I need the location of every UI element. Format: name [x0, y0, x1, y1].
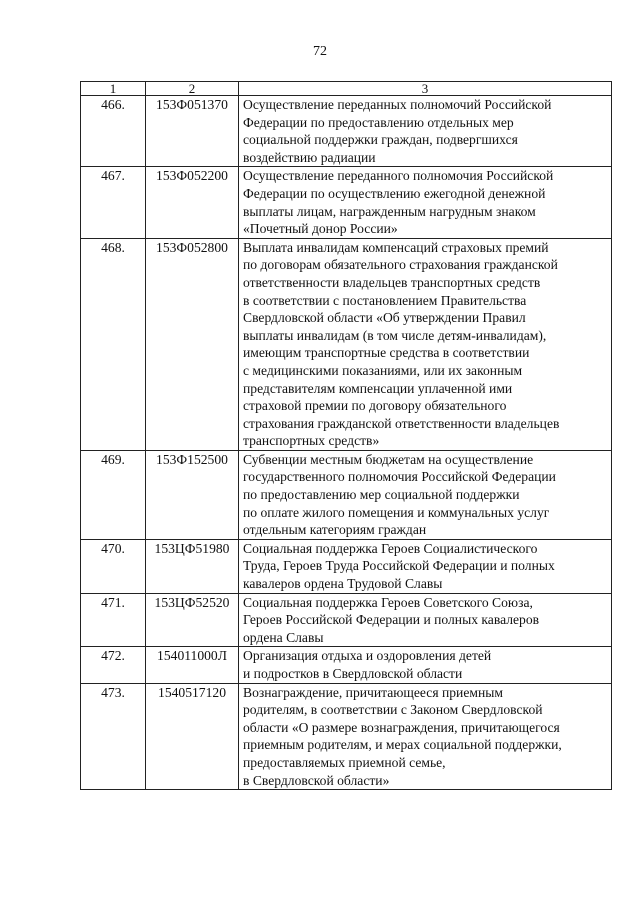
- code-description: [239, 683, 612, 790]
- budget-code: 153Ф051370: [146, 96, 239, 167]
- table-row: [81, 167, 612, 238]
- budget-code: 153ЦФ51980: [146, 539, 239, 593]
- description-line: по договорам обязательного страхования гражданской: [243, 257, 558, 273]
- header-row: [81, 82, 612, 96]
- row-number: 471.: [81, 593, 146, 647]
- description-line: в соответствии с постановлением Правительства: [243, 292, 527, 308]
- description-line: Организация отдыха и оздоровления детей: [243, 648, 492, 664]
- header-col-2: 2: [146, 82, 239, 96]
- description-line: страховой премии по договору обязательного: [243, 398, 507, 414]
- table-row: [81, 539, 612, 593]
- budget-code: 153Ф152500: [146, 450, 239, 539]
- description-line: Осуществление переданных полномочий Российской: [243, 97, 552, 112]
- description-line: Социальная поддержка Героев Советского Союза,: [243, 594, 533, 610]
- budget-code: 153Ф052800: [146, 238, 239, 450]
- description-line: ордена Славы: [243, 629, 324, 645]
- budget-code: 153Ф052200: [146, 167, 239, 238]
- row-number: 468.: [81, 238, 146, 450]
- header-col-3: 3: [239, 82, 612, 96]
- description-line: Федерации по осуществлению ежегодной денежной: [243, 185, 546, 201]
- description-line: кавалеров ордена Трудовой Славы: [243, 576, 443, 592]
- table-row: [81, 647, 612, 683]
- description-line: Федерации по предоставлению отдельных мер: [243, 114, 514, 130]
- table-row: [81, 593, 612, 647]
- code-description: [239, 593, 612, 647]
- code-description: [239, 96, 612, 167]
- header-col-1: 1: [81, 82, 146, 96]
- description-line: Субвенции местным бюджетам на осуществление: [243, 451, 534, 467]
- description-line: приемным родителям, и мерах социальной поддержки,: [243, 737, 562, 753]
- description-line: Свердловской области «Об утверждении Правил: [243, 310, 526, 326]
- description-line: Осуществление переданного полномочия Российской: [243, 168, 554, 184]
- description-line: «Почетный донор России»: [243, 221, 398, 237]
- description-line: по оплате жилого помещения и коммунальных услуг: [243, 504, 550, 520]
- description-line: предоставляемых приемной семье,: [243, 754, 446, 770]
- code-description: [239, 450, 612, 539]
- budget-code: 1540517120: [146, 683, 239, 790]
- row-number: 466.: [81, 96, 146, 167]
- row-number: 469.: [81, 450, 146, 539]
- description-line: Труда, Героев Труда Российской Федерации и полных: [243, 558, 555, 574]
- description-line: государственного полномочия Российской Федерации: [243, 469, 556, 485]
- description-line: имеющим транспортные средства в соответствии: [243, 345, 530, 361]
- description-line: выплаты инвалидам (в том числе детям-инвалидам),: [243, 327, 547, 343]
- table-body: [81, 96, 612, 790]
- table-row: [81, 96, 612, 167]
- code-description: [239, 647, 612, 683]
- description-line: в Свердловской области»: [243, 772, 390, 788]
- row-number: 467.: [81, 167, 146, 238]
- row-number: 470.: [81, 539, 146, 593]
- description-line: социальной поддержки граждан, подвергшихся: [243, 132, 518, 148]
- page-number: 72: [313, 44, 327, 59]
- table-header: [81, 82, 612, 96]
- description-line: Социальная поддержка Героев Социалистического: [243, 540, 538, 556]
- description-line: выплаты лицам, награжденным нагрудным знаком: [243, 203, 536, 219]
- description-line: родителям, в соответствии с Законом Свердловской: [243, 702, 543, 718]
- row-number: 473.: [81, 683, 146, 790]
- table-row: [81, 683, 612, 790]
- description-line: страхования гражданской ответственности владельцев: [243, 415, 560, 431]
- description-line: с медицинскими показаниями, или их законным: [243, 362, 523, 378]
- code-description: [239, 539, 612, 593]
- budget-code: 154011000Л: [146, 647, 239, 683]
- code-description: [239, 167, 612, 238]
- description-line: ответственности владельцев транспортных средств: [243, 274, 541, 290]
- table-row: [81, 450, 612, 539]
- description-line: воздействию радиации: [243, 149, 376, 165]
- description-line: транспортных средств»: [243, 433, 380, 449]
- budget-code-table: [80, 81, 612, 790]
- table-row: [81, 238, 612, 450]
- description-line: и подростков в Свердловской области: [243, 666, 463, 681]
- description-line: Выплата инвалидам компенсаций страховых премий: [243, 239, 549, 255]
- description-line: представителям компенсации уплаченной ими: [243, 380, 513, 396]
- description-line: отдельным категориям граждан: [243, 522, 427, 538]
- budget-code: 153ЦФ52520: [146, 593, 239, 647]
- description-line: Героев Российской Федерации и полных кавалеров: [243, 612, 540, 628]
- row-number: 472.: [81, 647, 146, 683]
- description-line: Вознаграждение, причитающееся приемным: [243, 684, 503, 700]
- description-line: области «О размере вознаграждения, причитающегося: [243, 719, 560, 735]
- code-description: [239, 238, 612, 450]
- description-line: по предоставлению мер социальной поддержки: [243, 487, 520, 503]
